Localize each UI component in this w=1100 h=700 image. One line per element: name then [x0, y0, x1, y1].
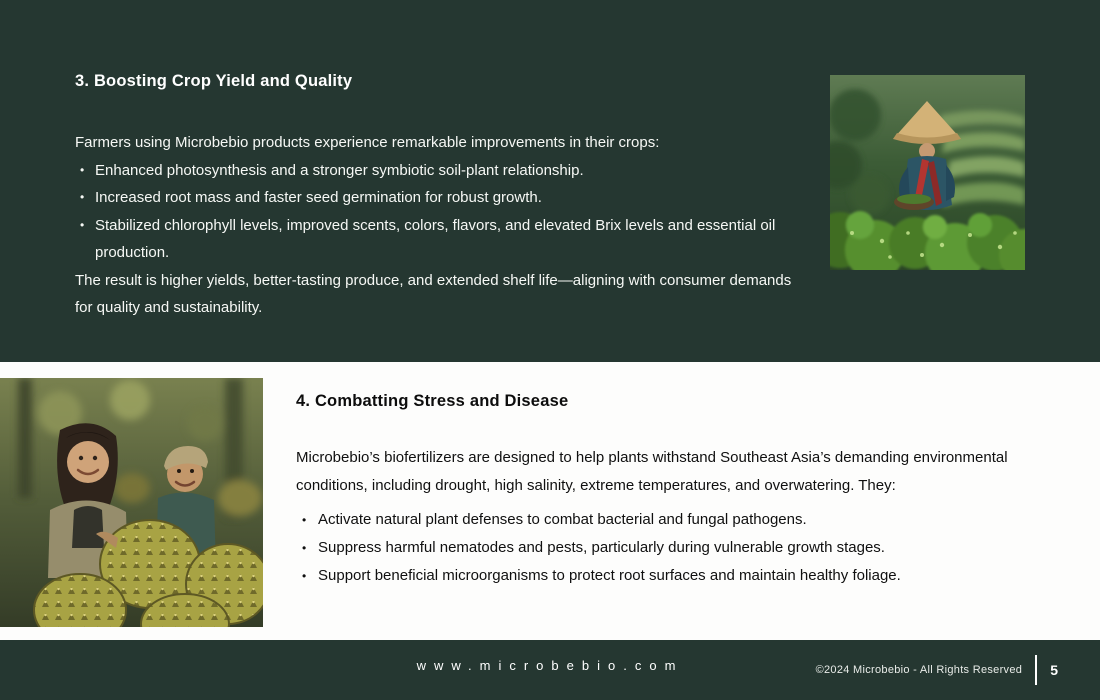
footer-right-group: [816, 650, 1058, 690]
section-3-body: [75, 129, 797, 322]
intro-paragraph: Farmers using Microbebio products experience remarkable improvements in their crops:: [75, 134, 660, 151]
section-3-heading: 3. Boosting Crop Yield and Quality: [75, 72, 353, 90]
outro-paragraph: The result is higher yields, better-tasting produce, and extended shelf life—aligning with consumer demands for quality and sustainability.: [75, 271, 792, 316]
bullet-item: • Enhanced photosynthesis and a stronger symbiotic soil-plant relationship.: [75, 157, 797, 185]
bullet-list: [75, 157, 797, 267]
copyright-text: ©2024 Microbebio - All Rights Reserved: [815, 664, 1023, 676]
footer: [0, 640, 1100, 700]
intro-paragraph: Microbebio’s biofertilizers are designed to help plants withstand Southeast Asia’s demanding environmental conditions, including drought, high salinity, extreme temperatures, and overwatering. They:: [296, 449, 1008, 494]
bullet-item: • Support beneficial microorganisms to protect root surfaces and maintain healthy foliage.: [296, 562, 1026, 590]
durian-farmers-illustration: [0, 378, 263, 627]
bullet-list: [296, 506, 1026, 590]
bullet-item: • Suppress harmful nematodes and pests, particularly during vulnerable growth stages.: [296, 534, 1026, 562]
bullet-item: • Increased root mass and faster seed germination for robust growth.: [75, 184, 797, 212]
bullet-item: • Stabilized chlorophyll levels, improved scents, colors, flavors, and elevated Brix levels and essential oil production.: [75, 212, 797, 267]
page-number: 5: [1050, 662, 1058, 678]
tea-harvest-illustration: [830, 75, 1025, 270]
bullet-item: • Activate natural plant defenses to combat bacterial and fungal pathogens.: [296, 506, 1026, 534]
footer-divider: [1035, 655, 1037, 685]
website-link[interactable]: www.microbebio.com: [416, 658, 684, 673]
durian-farmers-photo: [0, 378, 263, 627]
section-4-heading: 4. Combatting Stress and Disease: [296, 392, 569, 410]
section-4-body: [296, 444, 1026, 590]
tea-harvest-photo: [830, 75, 1025, 270]
section-stress-disease: [0, 362, 1100, 640]
